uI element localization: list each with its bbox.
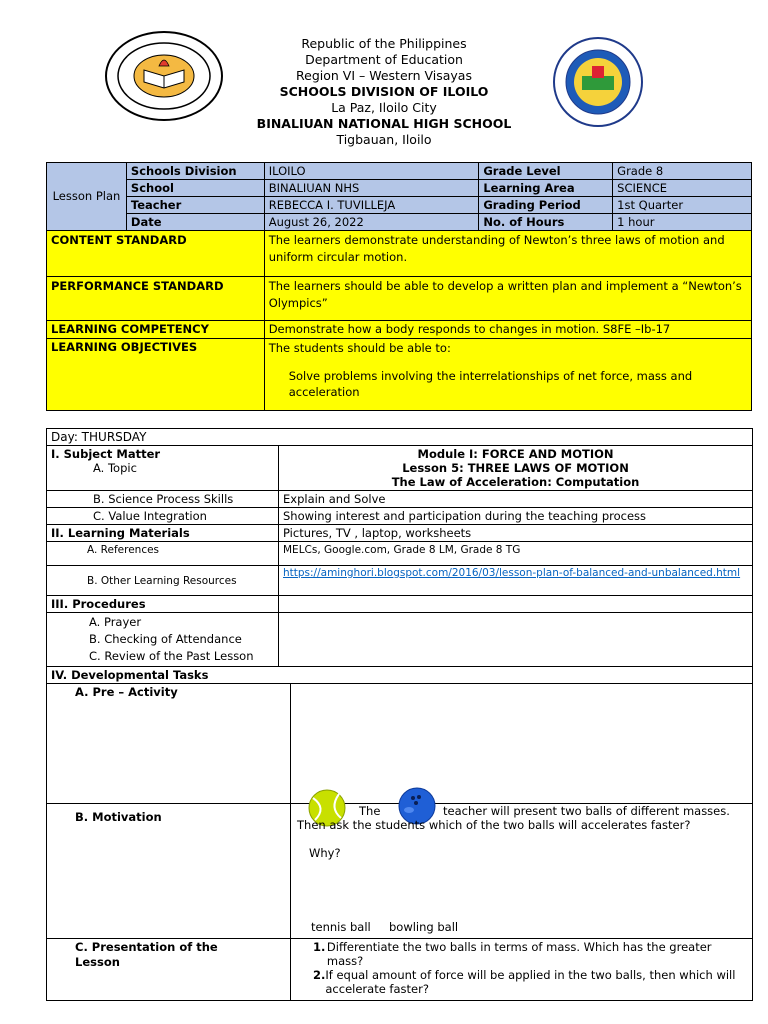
header-line-town: Tigbauan, Iloilo	[336, 132, 432, 147]
subject-matter-cell	[47, 446, 279, 491]
info-value: 1 hour	[613, 214, 752, 231]
topic-label: A. Topic	[93, 461, 137, 475]
info-key: Grading Period	[479, 197, 613, 214]
attendance-item: B. Checking of Attendance	[89, 632, 242, 646]
performance-standard-label: PERFORMANCE STANDARD	[47, 277, 265, 321]
lesson-plan-label: Lesson Plan	[47, 163, 127, 231]
procedures-label: III. Procedures	[47, 596, 279, 613]
lesson-info-table	[46, 162, 752, 411]
objectives-intro: The students should be able to:	[268, 341, 451, 355]
header-line-republic: Republic of the Philippines	[301, 36, 467, 51]
lesson-title: Lesson 5: THREE LAWS OF MOTION	[402, 461, 629, 475]
objectives-cell	[264, 339, 751, 411]
info-value: 1st Quarter	[613, 197, 752, 214]
letterhead	[0, 36, 768, 148]
info-key: No. of Hours	[479, 214, 613, 231]
references-value: MELCs, Google.com, Grade 8 LM, Grade 8 TG	[279, 542, 753, 566]
question-1-text: Differentiate the two balls in terms of mass. Which has the greater mass?	[326, 940, 712, 968]
materials-value: Pictures, TV , laptop, worksheets	[279, 525, 753, 542]
developmental-tasks-label: IV. Developmental Tasks	[47, 667, 753, 684]
prayer-item: A. Prayer	[89, 615, 142, 629]
subject-matter-label: I. Subject Matter	[51, 447, 161, 461]
info-value: SCIENCE	[613, 180, 752, 197]
other-resources-link[interactable]: https://aminghori.blogspot.com/2016/03/lesson-plan-of-balanced-and-unbalanced.html	[279, 566, 753, 596]
procedures-empty	[279, 596, 753, 613]
procedures-list-empty	[279, 613, 753, 667]
references-label: A. References	[47, 542, 279, 566]
presentation-questions	[291, 939, 753, 1001]
motivation-label: B. Motivation	[47, 804, 291, 939]
info-key: Grade Level	[479, 163, 613, 180]
content-standard-value: The learners demonstrate understanding of Newton’s three laws of motion and uniform circular motion.	[264, 231, 751, 277]
question-2: 2. If equal amount of force will be applied in the two balls, then which will accelerate faster?	[295, 968, 748, 996]
info-value: Grade 8	[613, 163, 752, 180]
other-resources-label: B. Other Learning Resources	[47, 566, 279, 596]
header-line-region: Region VI – Western Visayas	[296, 68, 472, 83]
objectives-item: Solve problems involving the interrelationships of net force, mass and acceleration	[288, 369, 693, 399]
motivation-cell	[291, 804, 753, 939]
competency-value: Demonstrate how a body responds to changes in motion. S8FE –Ib-17	[264, 321, 751, 339]
performance-standard-value: The learners should be able to develop a written plan and implement a “Newton’s Olympics”	[264, 277, 751, 321]
info-key: Teacher	[126, 197, 264, 214]
materials-label: II. Learning Materials	[47, 525, 279, 542]
objectives-label: LEARNING OBJECTIVES	[47, 339, 265, 411]
header-line-division: SCHOOLS DIVISION OF ILOILO	[279, 84, 489, 99]
pre-activity-label: A. Pre – Activity	[47, 684, 291, 804]
content-standard-label: CONTENT STANDARD	[47, 231, 265, 277]
sps-value: Explain and Solve	[279, 491, 753, 508]
tennis-ball-caption: tennis ball	[311, 920, 371, 934]
header-line-city: La Paz, Iloilo City	[331, 100, 437, 115]
presentation-label	[47, 939, 291, 1001]
lesson-procedure-table	[46, 428, 753, 1001]
question-1: 1. Differentiate the two balls in terms of mass. Which has the greater mass?	[295, 940, 748, 968]
info-value: BINALIUAN NHS	[264, 180, 479, 197]
motivation-the: The	[359, 804, 381, 818]
info-value: REBECCA I. TUVILLEJA	[264, 197, 479, 214]
info-key: Schools Division	[126, 163, 264, 180]
sps-label: B. Science Process Skills	[47, 491, 279, 508]
pre-activity-cell	[291, 684, 753, 804]
procedures-list	[47, 613, 279, 667]
question-2-text: If equal amount of force will be applied in the two balls, then which will accelerate faster?	[325, 968, 736, 996]
topic-cell	[279, 446, 753, 491]
info-value: ILOILO	[264, 163, 479, 180]
day-label: Day: THURSDAY	[47, 429, 753, 446]
value-label: C. Value Integration	[47, 508, 279, 525]
motivation-why: Why?	[309, 846, 341, 860]
presentation-text: C. Presentation of the Lesson	[75, 940, 218, 969]
header-line-deped: Department of Education	[305, 52, 463, 67]
motivation-text: teacher will present two balls of different masses. Then ask the students which of the two balls will accelerates faster?	[297, 804, 730, 832]
header-line-school: BINALIUAN NATIONAL HIGH SCHOOL	[256, 116, 512, 131]
module-title: Module I: FORCE AND MOTION	[417, 447, 614, 461]
info-key: Learning Area	[479, 180, 613, 197]
info-key: Date	[126, 214, 264, 231]
info-key: School	[126, 180, 264, 197]
law-title: The Law of Acceleration: Computation	[391, 475, 640, 489]
competency-label: LEARNING COMPETENCY	[47, 321, 265, 339]
review-item: C. Review of the Past Lesson	[89, 649, 254, 663]
info-value: August 26, 2022	[264, 214, 479, 231]
bowling-ball-caption: bowling ball	[389, 920, 459, 934]
value-value: Showing interest and participation during the teaching process	[279, 508, 753, 525]
